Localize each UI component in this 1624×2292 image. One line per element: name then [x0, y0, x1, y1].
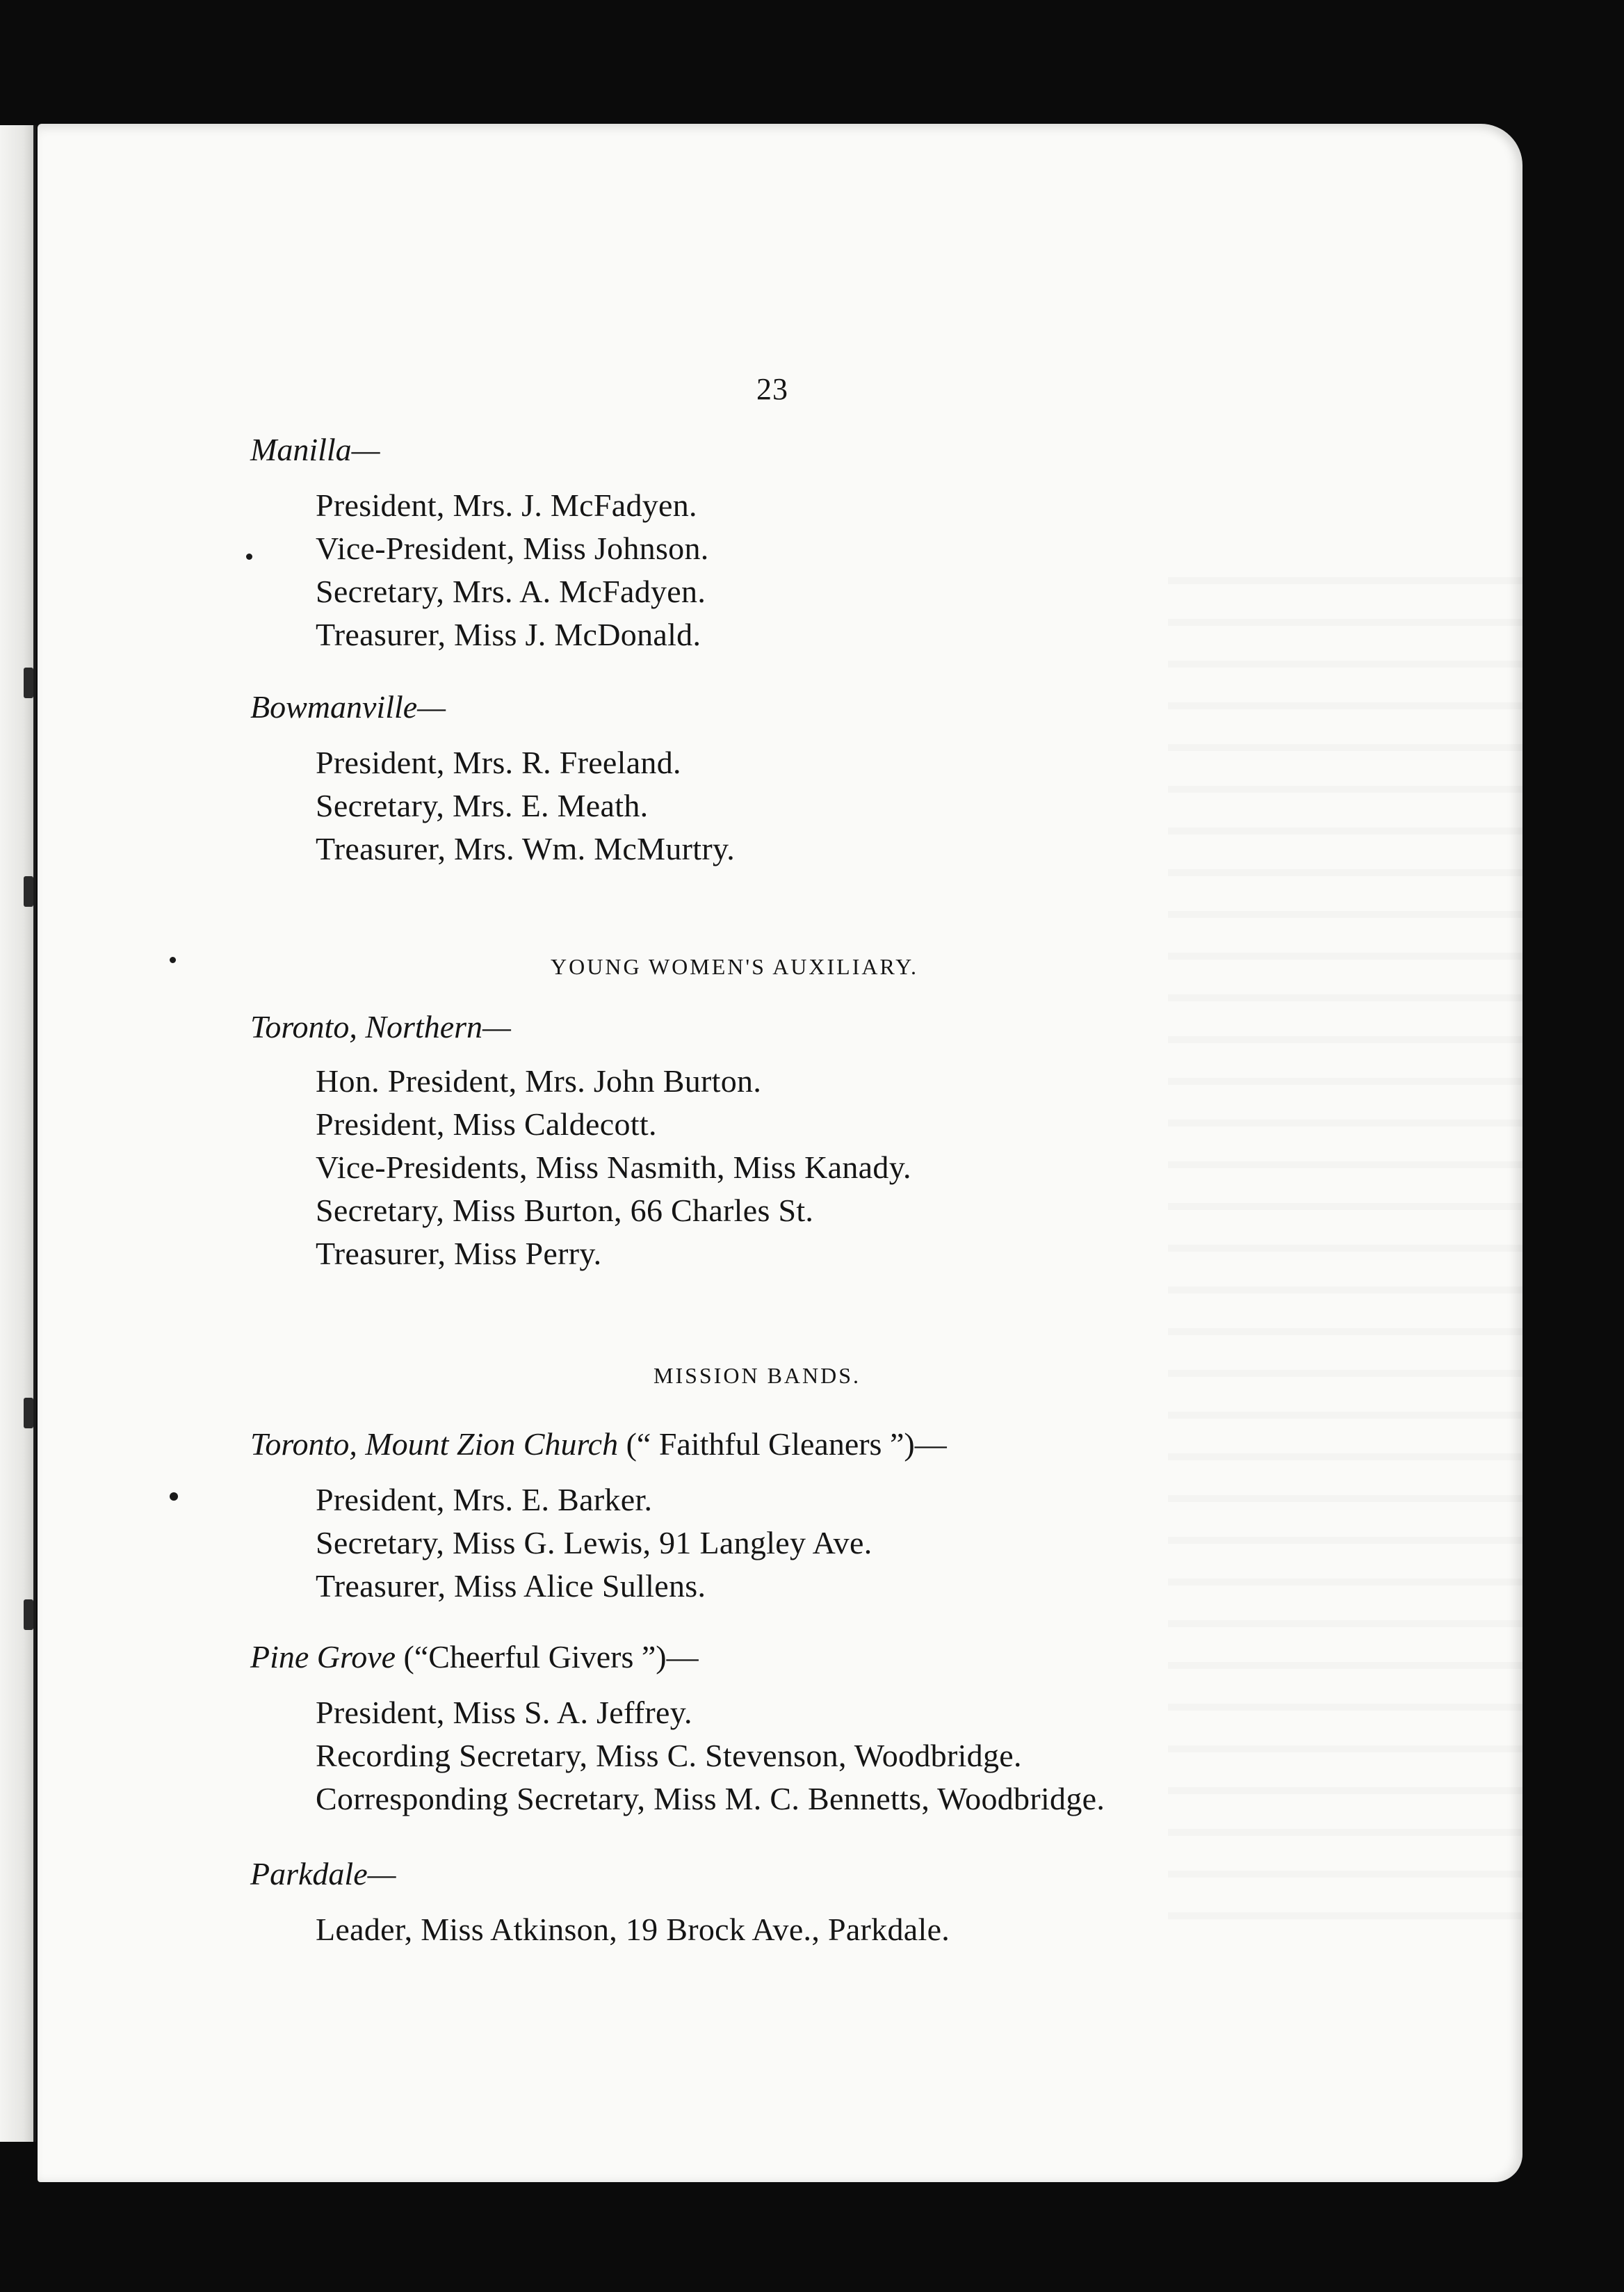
entry-line: President, Mrs. R. Freeland.	[316, 745, 681, 780]
entry-line: Hon. President, Mrs. John Burton.	[316, 1063, 762, 1099]
heading-italic: Pine Grove	[250, 1639, 396, 1674]
section-heading-parkdale: Parkdale—	[250, 1856, 396, 1891]
heading-italic: Toronto, Mount Zion Church	[250, 1426, 619, 1462]
section-heading-pine-grove	[250, 1638, 699, 1675]
entry-line: Recording Secretary, Miss C. Stevenson, Woodbridge.	[316, 1738, 1022, 1773]
entry-line: President, Miss S. A. Jeffrey.	[316, 1695, 692, 1730]
scan-speck	[170, 957, 176, 963]
entry-line: Treasurer, Miss Perry.	[316, 1236, 602, 1271]
section-heading-manilla: Manilla—	[250, 432, 380, 467]
section-heading-bowmanville: Bowmanville—	[250, 689, 446, 725]
heading-suffix: (“ Faithful Gleaners ”)—	[618, 1426, 947, 1462]
entry-line: Treasurer, Miss J. McDonald.	[316, 617, 701, 652]
entry-line: Secretary, Miss G. Lewis, 91 Langley Ave.	[316, 1525, 872, 1560]
entry-line: President, Mrs. J. McFadyen.	[316, 487, 697, 523]
entry-line: Treasurer, Mrs. Wm. McMurtry.	[316, 831, 736, 866]
entry-line: Treasurer, Miss Alice Sullens.	[316, 1568, 706, 1604]
heading-suffix: (“Cheerful Givers ”)—	[396, 1639, 699, 1674]
page-number: 23	[756, 372, 788, 406]
section-title-mission-bands: MISSION BANDS.	[653, 1363, 861, 1388]
section-title-young-womens-auxiliary: YOUNG WOMEN'S AUXILIARY.	[551, 954, 919, 979]
scan-speck	[170, 1492, 178, 1501]
entry-line: Vice-President, Miss Johnson.	[316, 531, 709, 566]
scan-speck	[246, 554, 252, 560]
entry-line: Secretary, Miss Burton, 66 Charles St.	[316, 1193, 814, 1228]
entry-line: Secretary, Mrs. A. McFadyen.	[316, 574, 706, 609]
entry-line: Secretary, Mrs. E. Meath.	[316, 788, 649, 823]
entry-line: Corresponding Secretary, Miss M. C. Bennetts, Woodbridge.	[316, 1781, 1105, 1816]
entry-line: Leader, Miss Atkinson, 19 Brock Ave., Parkdale.	[316, 1912, 950, 1947]
section-heading-toronto-northern: Toronto, Northern—	[250, 1009, 511, 1044]
entry-line: President, Miss Caldecott.	[316, 1106, 657, 1142]
section-heading-mount-zion	[250, 1426, 947, 1462]
entry-line: President, Mrs. E. Barker.	[316, 1482, 653, 1517]
entry-line: Vice-Presidents, Miss Nasmith, Miss Kanady.	[316, 1149, 911, 1185]
